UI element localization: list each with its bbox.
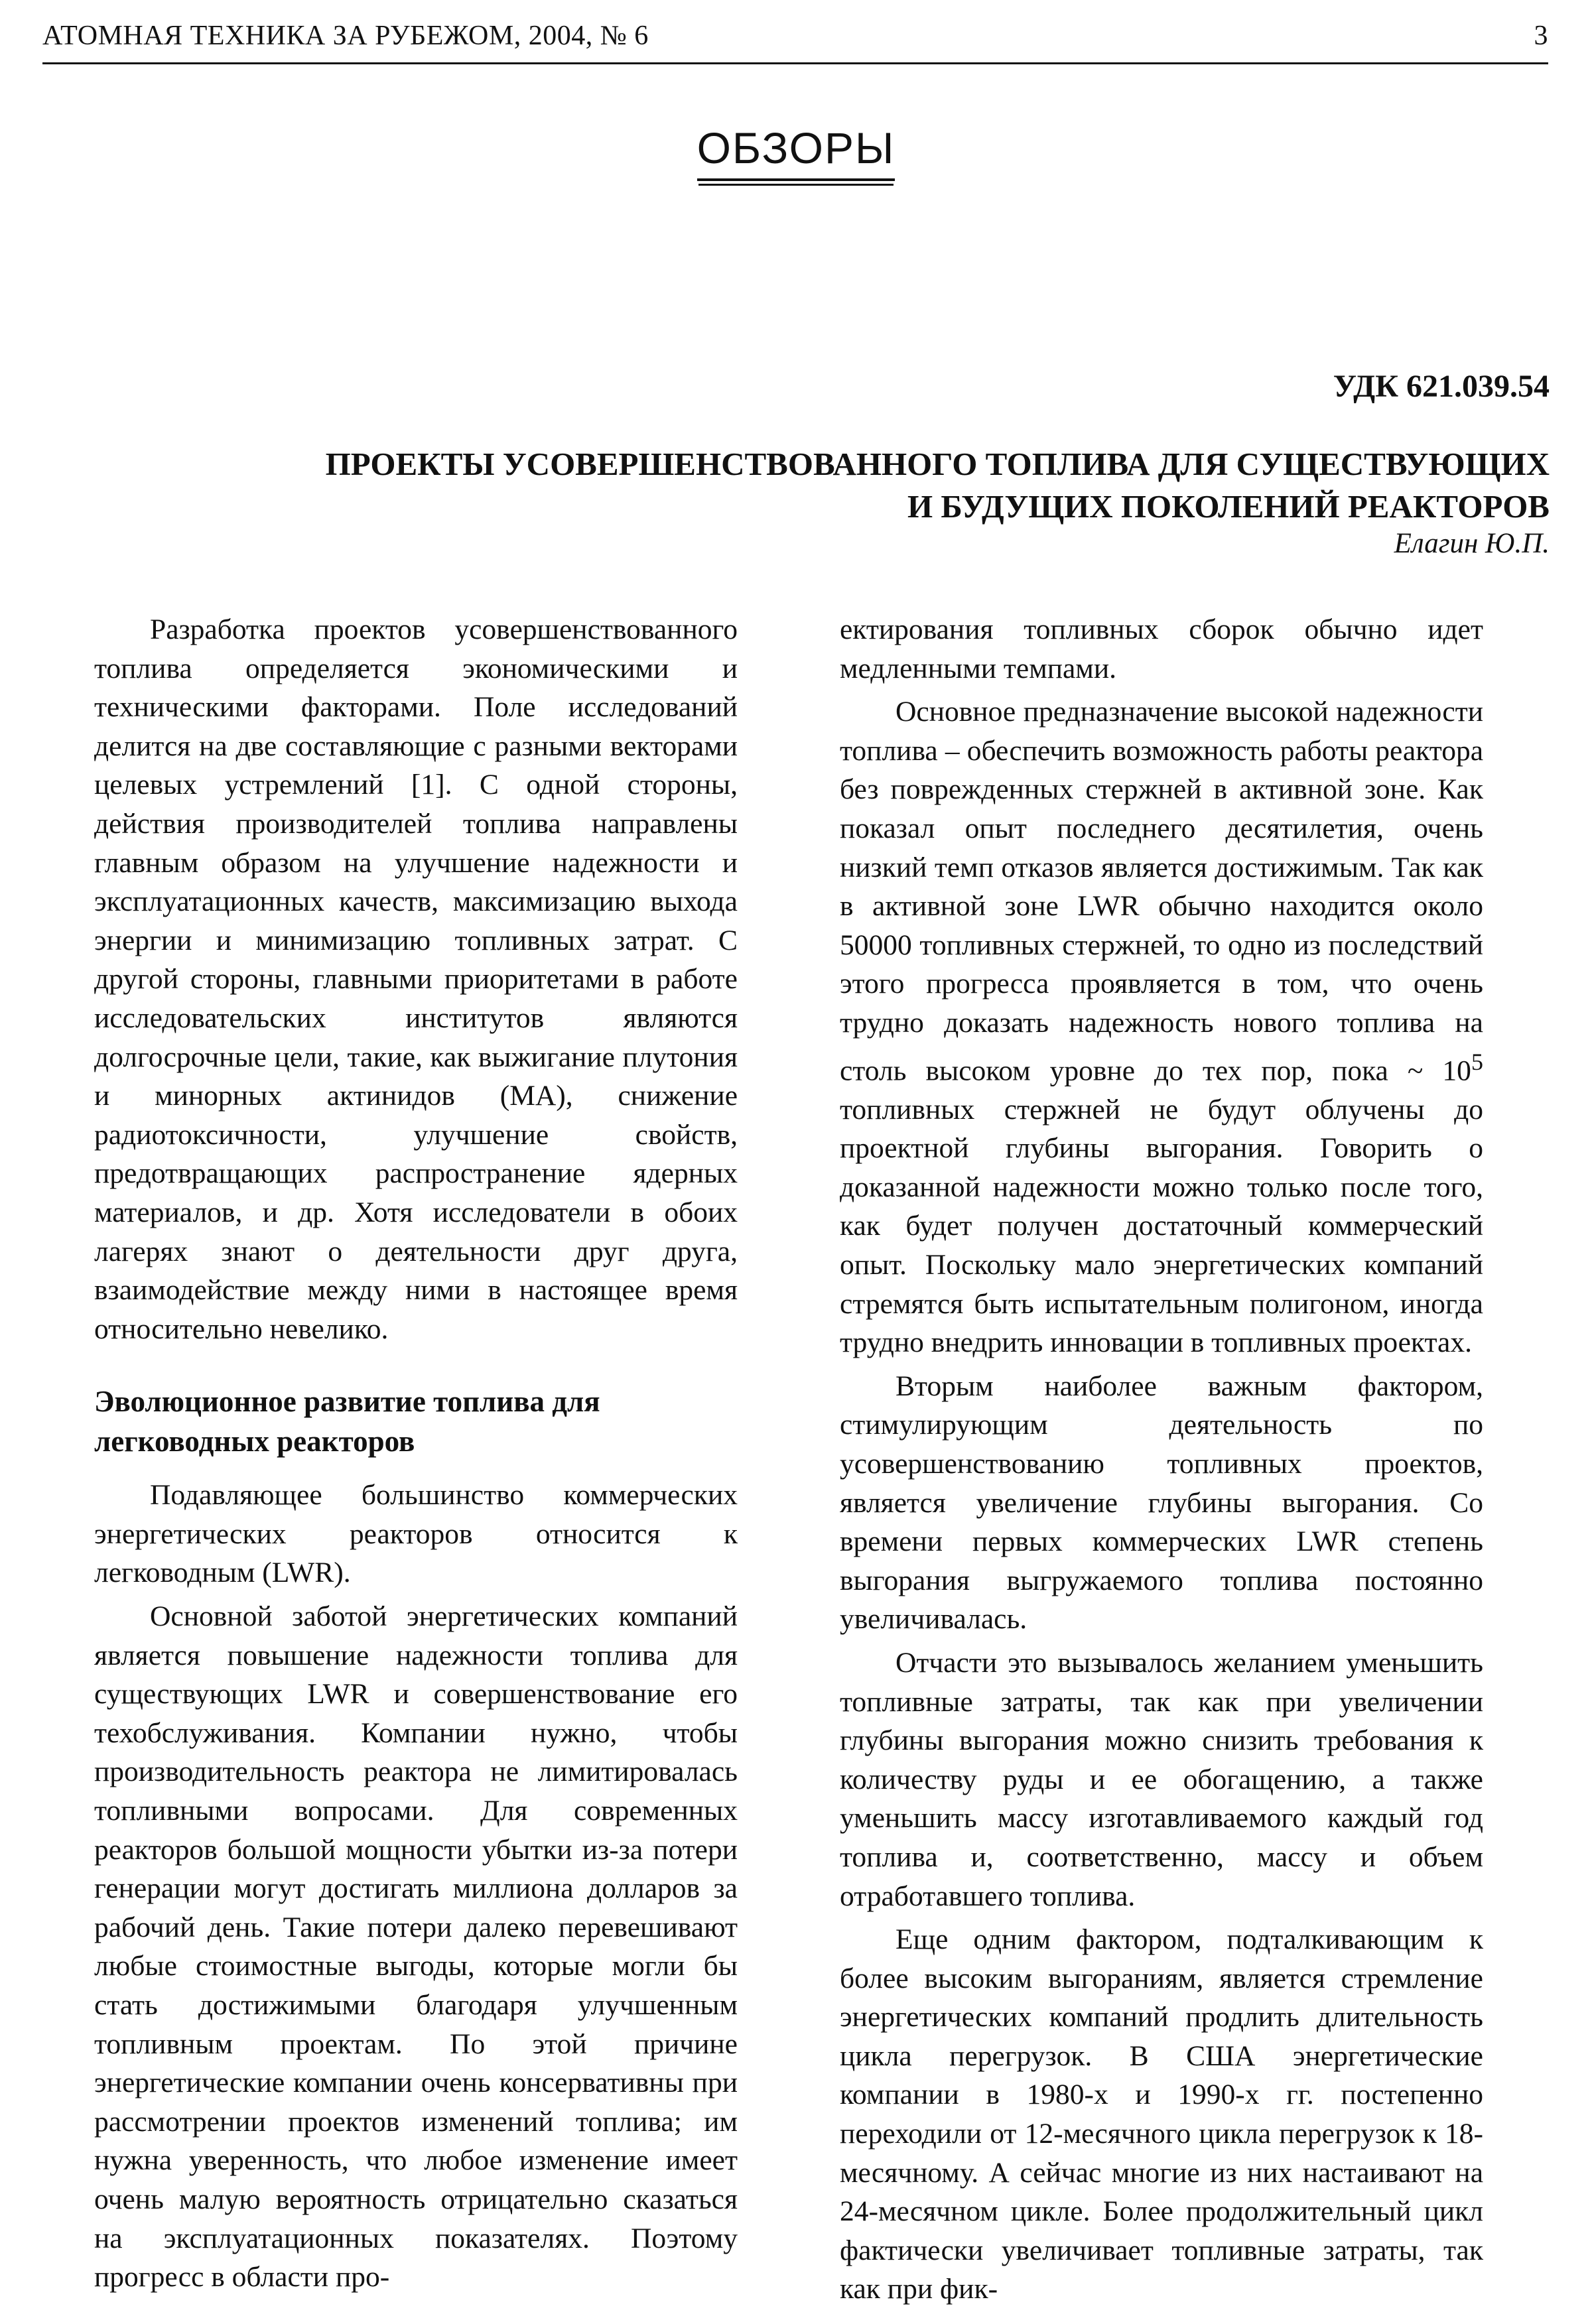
subheading: Эволюционное развитие топлива для легководных реакторов [94,1385,600,1458]
paragraph-text: Основное предназначение высокой надежности топлива – обеспечить возможность работы реактора без поврежденных стержней в активной зоне. Как показал опыт последнего десятилетия, очень низкий темп отказов является достижимым. Так как в активной зоне LWR обычно находится около 50000 топливных стержней, то одно из последствий этого прогресса проявляется в том, что очень трудно доказать надежность нового топлива на столь высоком уровне до тех пор, пока ~ 10 [840,696,1483,1087]
paragraph: Разработка проектов усовершенствованного топлива определяется экономическими и техническими факторами. Поле исследований делится на две составляющие с разными векторами целевых устремлений [1]. С одной стороны, действия производителей топлива направлены главным образом на улучшение надежности и эксплуатационных качеств, максимизацию выхода энергии и минимизацию топливных затрат. С другой стороны, главными приоритетами в работе исследовательских институтов являются долгосрочные цели, такие, как выжигание плутония и минорных актинидов (MA), снижение радиотоксичности, улучшение свойств, предотвращающих распространение ядерных материалов, и др. Хотя исследователи в обоих лагерях знают о деятельности друг друга, взаимодействие между ними в настоящее время относительно невелико. [94,613,738,1345]
section-title-text: ОБЗОРЫ [697,123,896,181]
page-number: 3 [1534,21,1548,51]
article-title-line-1: ПРОЕКТЫ УСОВЕРШЕНСТВОВАННОГО ТОПЛИВА ДЛЯ СУЩЕСТВУЮЩИХ [325,446,1550,482]
udc-code: УДК 621.039.54 [1333,369,1550,404]
paragraph: Основной заботой энергетических компаний является повышение надежности топлива для существующих LWR и совершенствование его техобслуживания. Компании нужно, чтобы производительность реактора не лимитировалась топливными вопросами. Для современных реакторов большой мощности убытки из-за потери генерации могут достигать миллиона долларов за рабочий день. Такие потери далеко перевешивают любые стоимостные выгоды, которые могли бы стать достижимыми благодаря улучшенным топливным проектам. По этой причине энергетические компании очень консервативны при рассмотрении проектов изменений топлива; им нужна уверенность, что любое изменение имеет очень малую вероятность отрицательно сказаться на эксплуатационных показателях. Поэтому прогресс в области про- [94,1600,738,2293]
superscript: 5 [1471,1048,1483,1075]
right-column [840,610,1483,2309]
section-title [0,123,1592,181]
journal-title: АТОМНАЯ ТЕХНИКА ЗА РУБЕЖОМ, 2004, № 6 [42,21,649,51]
paragraph: Подавляющее большинство коммерческих энергетических реакторов относится к легководным (LWR). [94,1479,738,1589]
article-title [157,443,1550,528]
paragraph: Вторым наиболее важным фактором, стимулирующим деятельность по усовершенствованию топливных проектов, является увеличение глубины выгорания. Со времени первых коммерческих LWR степень выгорания выгружаемого топлива постоянно увеличивалась. [840,1370,1483,1636]
paragraph: Еще одним фактором, подталкивающим к более высоким выгораниям, является стремление энергетических компаний продлить длительность цикла перегрузок. В США энергетические компании в 1980-х и 1990-х гг. постепенно переходили от 12-месячного цикла перегрузок к 18-месячному. А сейчас многие из них настаивают на 24-месячном цикле. Более продолжительный цикл фактически увеличивает топливные затраты, так как при фик- [840,1923,1483,2305]
paragraph: Отчасти это вызывалось желанием уменьшить топливные затраты, так как при увеличении глубины выгорания можно снизить требования к количеству руды и ее обогащению, а также уменьшить массу изготавливаемого каждый год топлива и, соответственно, массу и объем отработавшего топлива. [840,1646,1483,1912]
author: Елагин Ю.П. [1394,528,1550,559]
header-rule [42,62,1548,64]
paragraph: ектирования топливных сборок обычно идет медленными темпами. [840,613,1483,684]
paragraph-text: топливных стержней не будут облучены до проектной глубины выгорания. Говорить о доказанной надежности можно только после того, как будет получен достаточный коммерческий опыт. Поскольку мало энергетических компаний стремятся быть испытательным полигоном, иногда трудно внедрить инновации в топливных проектах. [840,1093,1483,1359]
running-head [42,20,1548,52]
paragraph [840,692,1483,1362]
left-column [94,610,738,2297]
article-title-line-2: И БУДУЩИХ ПОКОЛЕНИЙ РЕАКТОРОВ [907,488,1550,525]
